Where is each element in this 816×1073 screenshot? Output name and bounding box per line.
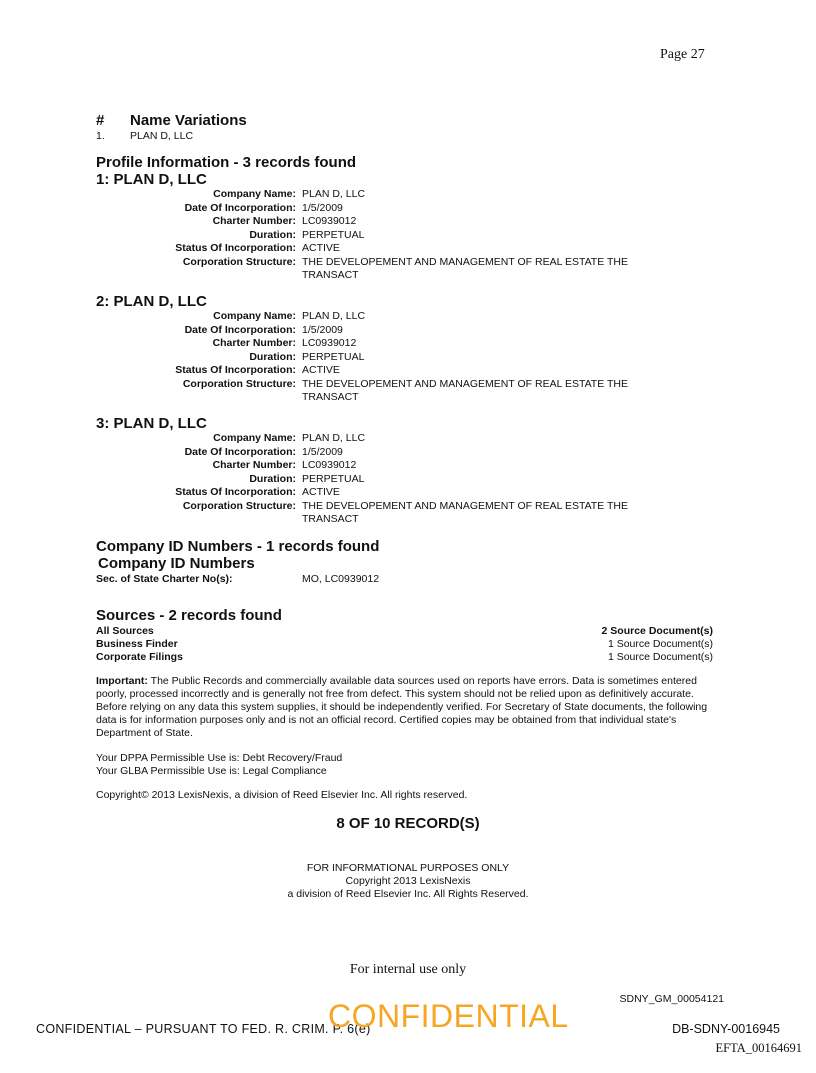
record-labels <box>96 310 296 391</box>
company-ids-title: Company ID Numbers - 1 records found <box>96 538 380 555</box>
record-count: 8 OF 10 RECORD(S) <box>336 815 480 832</box>
footer-informational: FOR INFORMATIONAL PURPOSES ONLY <box>306 862 510 874</box>
record-heading: 3: PLAN D, LLC <box>96 415 207 432</box>
value-status: ACTIVE <box>302 486 340 498</box>
source-count: 1 Source Document(s) <box>607 651 713 663</box>
name-variation-item: PLAN D, LLC <box>130 130 194 142</box>
value-company-name: PLAN D, LLC <box>302 432 366 444</box>
bates-db: DB-SDNY-0016945 <box>672 1022 780 1036</box>
value-company-name: PLAN D, LLC <box>302 310 366 322</box>
value-charter-number: LC0939012 <box>302 459 357 471</box>
label-company-name: Company Name: <box>213 310 296 322</box>
charter-no-value: MO, LC0939012 <box>302 573 380 585</box>
value-structure: THE DEVELOPEMENT AND MANAGEMENT OF REAL ESTATE THE <box>302 499 628 512</box>
source-name: All Sources <box>96 625 154 637</box>
label-structure: Corporation Structure: <box>182 255 296 268</box>
label-date-incorporation: Date Of Incorporation: <box>184 201 296 214</box>
label-status: Status Of Incorporation: <box>175 486 296 498</box>
internal-use: For internal use only <box>349 962 467 977</box>
record-heading: 1: PLAN D, LLC <box>96 171 207 188</box>
value-duration: PERPETUAL <box>302 472 365 485</box>
important-text: The Public Records and commercially available data sources used on reports have errors. Data is sometimes entered poorly, processed incorrectly and is generally not free from defect. This system should not be relied upon as definitively accurate. Before relying on any data this system supplies, it should be independently verified. For Secretary of State documents, the following data is for information purposes only and is not an official record. Certified copies may be obtained from that individual state's Department of State. <box>96 675 708 739</box>
value-status: ACTIVE <box>302 242 340 254</box>
value-date-incorporation: 1/5/2009 <box>302 201 343 214</box>
value-company-name: PLAN D, LLC <box>302 188 366 200</box>
value-duration: PERPETUAL <box>302 228 365 241</box>
name-variations-hash: # <box>96 112 105 129</box>
bates-efta: EFTA_00164691 <box>715 1041 802 1055</box>
value-charter-number: LC0939012 <box>302 215 357 227</box>
value-structure-cont: TRANSACT <box>302 269 359 281</box>
record-heading: 2: PLAN D, LLC <box>96 293 207 310</box>
glba-line: Your GLBA Permissible Use is: Legal Compliance <box>96 765 327 777</box>
bates-sdny: SDNY_GM_00054121 <box>619 993 724 1005</box>
footer-division: a division of Reed Elsevier Inc. All Rights Reserved. <box>287 888 529 900</box>
value-date-incorporation: 1/5/2009 <box>302 445 343 458</box>
source-name: Business Finder <box>96 638 178 650</box>
label-date-incorporation: Date Of Incorporation: <box>184 323 296 336</box>
label-structure: Corporation Structure: <box>182 377 296 390</box>
label-status: Status Of Incorporation: <box>175 242 296 254</box>
record-values <box>302 188 628 283</box>
page-number: Page 27 <box>660 47 705 62</box>
label-charter-number: Charter Number: <box>212 337 296 349</box>
confidential-stamp: CONFIDENTIAL <box>328 998 569 1034</box>
label-status: Status Of Incorporation: <box>175 364 296 376</box>
value-structure: THE DEVELOPEMENT AND MANAGEMENT OF REAL ESTATE THE <box>302 255 628 268</box>
source-count: 2 Source Document(s) <box>601 625 713 637</box>
label-duration: Duration: <box>249 472 296 485</box>
value-structure-cont: TRANSACT <box>302 513 359 525</box>
value-structure: THE DEVELOPEMENT AND MANAGEMENT OF REAL ESTATE THE <box>302 377 628 390</box>
value-charter-number: LC0939012 <box>302 337 357 349</box>
charter-no-label: Sec. of State Charter No(s): <box>96 573 233 585</box>
value-status: ACTIVE <box>302 364 340 376</box>
value-duration: PERPETUAL <box>302 350 365 363</box>
confidential-notice: CONFIDENTIAL – PURSUANT TO FED. R. CRIM. P. 6(e) <box>36 1022 371 1036</box>
footer-copyright: Copyright 2013 LexisNexis <box>345 875 471 887</box>
value-date-incorporation: 1/5/2009 <box>302 323 343 336</box>
copyright-line: Copyright© 2013 LexisNexis, a division of Reed Elsevier Inc. All rights reserved. <box>96 789 468 801</box>
sources-title: Sources - 2 records found <box>96 607 282 624</box>
record-labels <box>96 432 296 513</box>
record-values <box>302 310 628 405</box>
label-charter-number: Charter Number: <box>212 215 296 227</box>
label-structure: Corporation Structure: <box>182 499 296 512</box>
source-name: Corporate Filings <box>96 651 183 663</box>
label-duration: Duration: <box>249 350 296 363</box>
record-labels <box>96 188 296 269</box>
name-variations-title: Name Variations <box>130 112 247 129</box>
important-label: Important: <box>96 675 148 687</box>
profile-title: Profile Information - 3 records found <box>96 154 357 171</box>
record-values <box>302 432 628 527</box>
important-notice <box>96 675 726 740</box>
dppa-line: Your DPPA Permissible Use is: Debt Recovery/Fraud <box>96 752 343 764</box>
label-charter-number: Charter Number: <box>212 459 296 471</box>
label-date-incorporation: Date Of Incorporation: <box>184 445 296 458</box>
label-duration: Duration: <box>249 228 296 241</box>
name-variation-num: 1. <box>96 130 105 142</box>
label-company-name: Company Name: <box>213 188 296 200</box>
company-ids-subtitle: Company ID Numbers <box>98 555 255 572</box>
source-count: 1 Source Document(s) <box>607 638 713 650</box>
label-company-name: Company Name: <box>213 432 296 444</box>
value-structure-cont: TRANSACT <box>302 391 359 403</box>
